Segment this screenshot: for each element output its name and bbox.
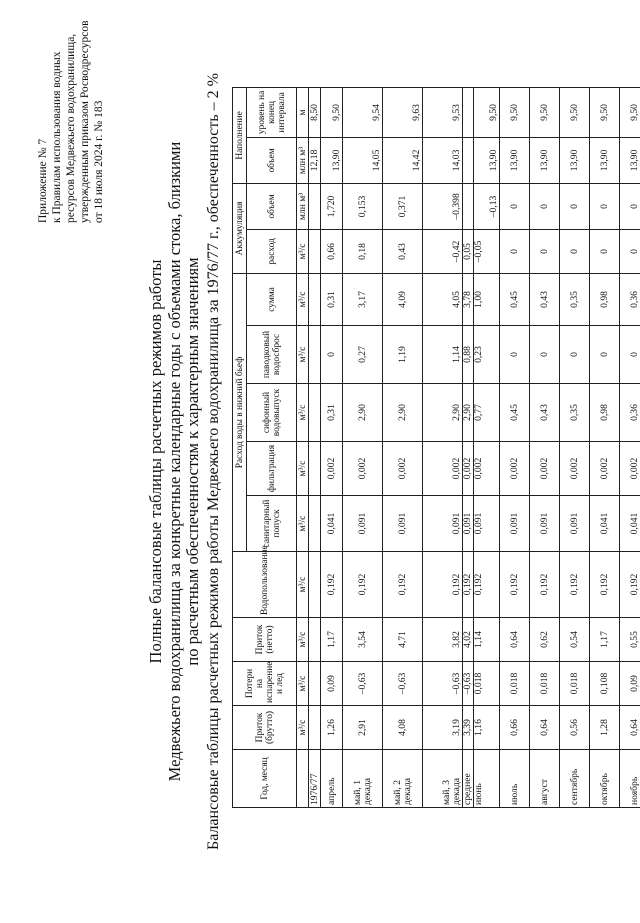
cell-loss: 0,09 [321, 662, 343, 706]
cell-siph: 0,35 [560, 384, 590, 442]
cell-acc-v: 0 [530, 183, 560, 229]
cell-lvl: 9,50 [474, 87, 500, 137]
cell-use: 0,192 [590, 552, 620, 618]
document-title: Полные балансовые таблицы расчетных режимов работы [146, 259, 165, 664]
cell-lvl: 9,50 [530, 87, 560, 137]
cell-siph: 0,43 [530, 384, 560, 442]
cell-sum: 0,98 [590, 273, 620, 325]
cell-net: 0,62 [530, 618, 560, 662]
row-period: май, 1 декада [343, 750, 383, 808]
cell-gross: 1,28 [590, 706, 620, 750]
row-period: июль [500, 750, 530, 808]
cell-use: 0,192 [560, 552, 590, 618]
cell-vol: 14,42 [383, 137, 423, 183]
table-cell [309, 273, 321, 325]
cell-acc-v: 0 [500, 183, 530, 229]
cell-lvl: 9,53 [423, 87, 463, 137]
cell-acc-q: 0 [500, 229, 530, 273]
unit-cell: м³/с [297, 618, 309, 662]
cell-filt: 0,002 [590, 442, 620, 496]
cell-gross: 1,26 [321, 706, 343, 750]
header-fill-volume: объем [247, 137, 297, 183]
unit-cell: м³/с [297, 496, 309, 552]
cell-vol: 13,90 [560, 137, 590, 183]
cell-san: 0,041 [620, 496, 640, 552]
cell-sum: 4,05 [423, 273, 463, 325]
cell-acc-q: 0,66 [321, 229, 343, 273]
cell-san: 0,041 [321, 496, 343, 552]
cell-vol: 14,05 [343, 137, 383, 183]
header-water-use: Водопользование [233, 552, 297, 618]
cell-loss: –0,63 [383, 662, 423, 706]
cell-vol: 13,90 [620, 137, 640, 183]
cell-spill: 0 [530, 326, 560, 384]
header-spillway: паводковый водосброс [247, 326, 297, 384]
cell-siph: 2,90 [463, 384, 474, 442]
cell-spill: 0,27 [343, 326, 383, 384]
cell-filt: 0,002 [321, 442, 343, 496]
cell-gross: 1,16 [474, 706, 500, 750]
header-fill-level: уровень на конец интервала [247, 87, 297, 137]
cell-gross: 0,64 [620, 706, 640, 750]
year-volume: 12,18 [309, 137, 321, 183]
cell-loss: 0,018 [474, 662, 500, 706]
cell-sum: 0,43 [530, 273, 560, 325]
cell-siph: 0,31 [321, 384, 343, 442]
cell-loss: 0,018 [530, 662, 560, 706]
cell-sum: 1,00 [474, 273, 500, 325]
cell-filt: 0,002 [530, 442, 560, 496]
appendix-line: Приложение № 7 [37, 138, 49, 223]
cell-san: 0,091 [343, 496, 383, 552]
table-cell [309, 552, 321, 618]
cell-spill: 0 [560, 326, 590, 384]
table-cell [309, 662, 321, 706]
cell-sum: 3,78 [463, 273, 474, 325]
cell-siph: 0,45 [500, 384, 530, 442]
unit-cell: млн м³ [297, 137, 309, 183]
unit-cell: м [297, 87, 309, 137]
cell-siph: 0,98 [590, 384, 620, 442]
cell-net: 0,55 [620, 618, 640, 662]
cell-acc-q: 0 [560, 229, 590, 273]
header-downstream: Расход воды в нижний бьеф [233, 273, 247, 551]
header-sanitary: санитарный попуск [247, 496, 297, 552]
cell-acc-q: –0,05 [474, 229, 500, 273]
cell-acc-v: 0,371 [383, 183, 423, 229]
cell-loss: 0,018 [500, 662, 530, 706]
row-period: август [530, 750, 560, 808]
year-level: 8,50 [309, 87, 321, 137]
appendix-line: утвержденным приказом Росводресурсов [79, 20, 91, 223]
cell-spill: 0,23 [474, 326, 500, 384]
header-period: Год, месяц [233, 750, 297, 808]
table-cell [309, 706, 321, 750]
cell-gross: 0,66 [500, 706, 530, 750]
cell-use: 0,192 [530, 552, 560, 618]
cell-net: 4,71 [383, 618, 423, 662]
cell-loss: –0,63 [343, 662, 383, 706]
cell-lvl: 9,54 [343, 87, 383, 137]
cell-acc-v: 0,153 [343, 183, 383, 229]
table-cell [309, 326, 321, 384]
cell-sum: 0,31 [321, 273, 343, 325]
unit-cell: м³/с [297, 706, 309, 750]
cell-gross: 3,19 [423, 706, 463, 750]
unit-cell: м³/с [297, 273, 309, 325]
cell-net: 3,82 [423, 618, 463, 662]
cell-use: 0,192 [321, 552, 343, 618]
table-cell [309, 183, 321, 229]
cell-gross: 4,08 [383, 706, 423, 750]
cell-gross: 0,64 [530, 706, 560, 750]
cell-acc-q: –0,42 [423, 229, 463, 273]
cell-acc-q: 0 [590, 229, 620, 273]
cell-net: 1,17 [321, 618, 343, 662]
cell-lvl: 9,50 [321, 87, 343, 137]
header-inflow-gross: Приток (брутто) [233, 706, 297, 750]
cell-filt: 0,002 [560, 442, 590, 496]
unit-cell: м³/с [297, 384, 309, 442]
cell-spill: 0 [500, 326, 530, 384]
header-losses: Потери на испарение и лед [233, 662, 297, 706]
unit-cell: м³/с [297, 229, 309, 273]
cell-siph: 0,77 [474, 384, 500, 442]
cell-lvl: 9,50 [620, 87, 640, 137]
cell-use: 0,192 [474, 552, 500, 618]
row-period: среднее [463, 750, 474, 808]
cell-gross: 0,56 [560, 706, 590, 750]
cell-san: 0,091 [500, 496, 530, 552]
table-cell [309, 496, 321, 552]
cell-sum: 0,35 [560, 273, 590, 325]
cell-filt: 0,002 [383, 442, 423, 496]
table-caption: Балансовые таблицы расчетных режимов работы Медвежьего водохранилища за 1976/77 г., обеспеченность – 2 % [205, 73, 222, 850]
cell-san: 0,091 [530, 496, 560, 552]
cell-siph: 2,90 [343, 384, 383, 442]
row-period: апрель [321, 750, 343, 808]
cell-filt: 0,002 [474, 442, 500, 496]
unit-cell: м³/с [297, 662, 309, 706]
cell-lvl [463, 87, 474, 137]
cell-use: 0,192 [383, 552, 423, 618]
cell-acc-q: 0,05 [463, 229, 474, 273]
cell-filt: 0,002 [500, 442, 530, 496]
row-period: июнь [474, 750, 500, 808]
cell-vol: 13,90 [474, 137, 500, 183]
cell-lvl: 9,50 [560, 87, 590, 137]
cell-use: 0,192 [620, 552, 640, 618]
cell-san: 0,091 [423, 496, 463, 552]
cell-vol: 13,90 [530, 137, 560, 183]
table-cell [309, 229, 321, 273]
row-period: сентябрь [560, 750, 590, 808]
cell-vol [463, 137, 474, 183]
cell-spill: 0,88 [463, 326, 474, 384]
cell-gross: 2,91 [343, 706, 383, 750]
row-period: май, 3 декада [423, 750, 463, 808]
cell-san: 0,041 [590, 496, 620, 552]
cell-acc-v: 0 [590, 183, 620, 229]
appendix-line: ресурсов Медвежьего водохранилища, [65, 33, 77, 223]
cell-acc-v: 0 [620, 183, 640, 229]
cell-acc-v: –0,13 [474, 183, 500, 229]
header-filling: Наполнение [233, 87, 247, 183]
cell-spill: 0 [321, 326, 343, 384]
unit-cell: м³/с [297, 442, 309, 496]
header-siphon: сифонный водовыпуск [247, 384, 297, 442]
cell-acc-v: 1,720 [321, 183, 343, 229]
cell-acc-q: 0,43 [383, 229, 423, 273]
cell-lvl: 9,63 [383, 87, 423, 137]
header-acc-flow: расход [247, 229, 297, 273]
cell-lvl: 9,50 [500, 87, 530, 137]
cell-filt: 0,002 [423, 442, 463, 496]
cell-filt: 0,002 [343, 442, 383, 496]
cell-acc-v [463, 183, 474, 229]
cell-san: 0,091 [560, 496, 590, 552]
cell-vol: 13,90 [500, 137, 530, 183]
cell-sum: 4,09 [383, 273, 423, 325]
unit-cell: м³/с [297, 326, 309, 384]
header-acc-volume: объем [247, 183, 297, 229]
header-accumulation: Аккумуляция [233, 183, 247, 273]
cell-vol: 13,90 [590, 137, 620, 183]
cell-vol: 14,03 [423, 137, 463, 183]
balance-table [232, 87, 640, 808]
cell-sum: 3,17 [343, 273, 383, 325]
header-filtration: фильтрация [247, 442, 297, 496]
unit-cell: м³/с [297, 552, 309, 618]
cell-vol: 13,90 [321, 137, 343, 183]
cell-net: 0,54 [560, 618, 590, 662]
cell-use: 0,192 [343, 552, 383, 618]
cell-acc-v: 0 [560, 183, 590, 229]
cell-acc-q: 0 [530, 229, 560, 273]
cell-acc-q: 0 [620, 229, 640, 273]
cell-filt: 0,002 [620, 442, 640, 496]
cell-siph: 2,90 [423, 384, 463, 442]
row-period: ноябрь [620, 750, 640, 808]
cell-use: 0,192 [423, 552, 463, 618]
cell-net: 0,64 [500, 618, 530, 662]
appendix-note [36, 20, 106, 223]
cell-spill: 0 [590, 326, 620, 384]
cell-san: 0,091 [383, 496, 423, 552]
cell-siph: 2,90 [383, 384, 423, 442]
cell-sum: 0,36 [620, 273, 640, 325]
cell-filt: 0,002 [463, 442, 474, 496]
appendix-line: к Правилам использования водных [51, 51, 63, 223]
cell-net: 4,02 [463, 618, 474, 662]
cell-loss: –0,63 [463, 662, 474, 706]
header-inflow-net: Приток (нетто) [233, 618, 297, 662]
cell-acc-v: –0,398 [423, 183, 463, 229]
row-period: октябрь [590, 750, 620, 808]
unit-cell: млн м³ [297, 183, 309, 229]
unit-cell [297, 750, 309, 808]
cell-sum: 0,45 [500, 273, 530, 325]
cell-net: 1,14 [474, 618, 500, 662]
cell-acc-q: 0,18 [343, 229, 383, 273]
cell-net: 1,17 [590, 618, 620, 662]
cell-use: 0,192 [463, 552, 474, 618]
cell-spill: 0 [620, 326, 640, 384]
cell-gross: 3,39 [463, 706, 474, 750]
row-period: май, 2 декада [383, 750, 423, 808]
table-cell [309, 384, 321, 442]
document-title-line3: по расчетным обеспеченностям к характерным значениям [183, 257, 202, 666]
cell-san: 0,091 [474, 496, 500, 552]
header-sum: сумма [247, 273, 297, 325]
cell-loss: –0,63 [423, 662, 463, 706]
cell-use: 0,192 [500, 552, 530, 618]
cell-spill: 1,19 [383, 326, 423, 384]
table-cell [309, 618, 321, 662]
document-title-line2: Медвежьего водохранилища за конкретные календарные годы с объемами стока, близкими [165, 141, 184, 782]
cell-loss: 0,018 [560, 662, 590, 706]
cell-loss: 0,108 [590, 662, 620, 706]
cell-loss: 0,09 [620, 662, 640, 706]
appendix-line: от 18 июля 2024 г. № 183 [93, 100, 105, 223]
cell-net: 3,54 [343, 618, 383, 662]
cell-spill: 1,14 [423, 326, 463, 384]
cell-siph: 0,36 [620, 384, 640, 442]
cell-san: 0,091 [463, 496, 474, 552]
year-label: 1976/77 [309, 750, 321, 808]
cell-lvl: 9,50 [590, 87, 620, 137]
table-cell [309, 442, 321, 496]
